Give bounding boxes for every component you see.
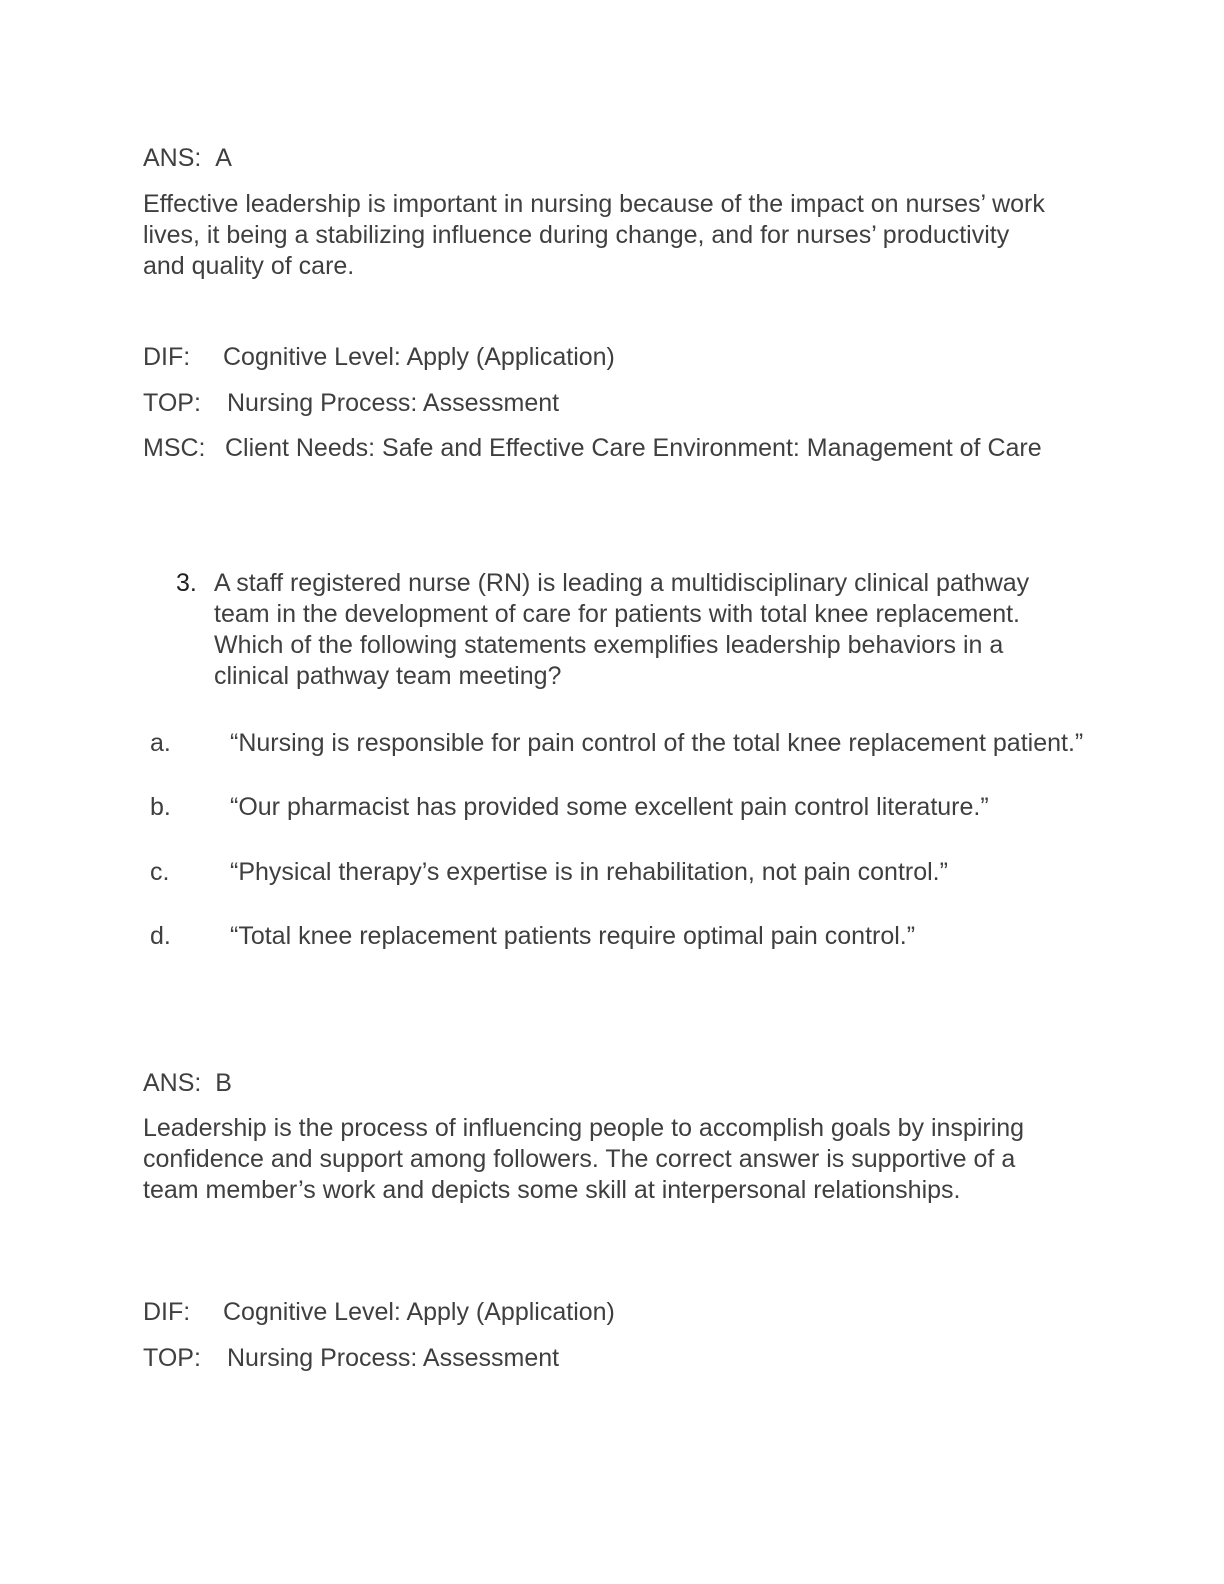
option-text: “Nursing is responsible for pain control of the total knee replacement patient.” <box>230 729 1084 757</box>
topic-label: TOP: <box>143 389 201 417</box>
option-letter: a. <box>150 729 171 757</box>
option-b <box>150 792 989 823</box>
option-c <box>150 857 948 888</box>
option-d <box>150 921 915 952</box>
answer-line <box>143 143 232 174</box>
rationale-text: Leadership is the process of influencing people to accomplish goals by inspiring confidence and support among followers. The correct answer is supportive of a team member’s work and depicts some skill at interpersonal relationships. <box>143 1114 1025 1204</box>
answer-value: B <box>215 1069 232 1097</box>
option-text: “Our pharmacist has provided some excellent pain control literature.” <box>230 793 989 821</box>
difficulty-label: DIF: <box>143 1298 191 1326</box>
answer-label: ANS: <box>143 1069 202 1097</box>
answer-value: A <box>215 144 232 172</box>
topic-label: TOP: <box>143 1344 201 1372</box>
difficulty-value: Cognitive Level: Apply (Application) <box>223 1298 615 1326</box>
option-letter: d. <box>150 922 171 950</box>
client-needs-label: MSC: <box>143 434 206 462</box>
difficulty-line <box>143 342 615 373</box>
answer-line <box>143 1068 232 1099</box>
topic-line <box>143 1343 559 1374</box>
difficulty-line <box>143 1297 615 1328</box>
topic-value: Nursing Process: Assessment <box>227 389 560 417</box>
answer-label: ANS: <box>143 144 202 172</box>
option-letter: c. <box>150 858 170 886</box>
option-text: “Total knee replacement patients require optimal pain control.” <box>230 922 916 950</box>
client-needs-line <box>143 433 1043 464</box>
option-letter: b. <box>150 793 171 821</box>
difficulty-label: DIF: <box>143 343 191 371</box>
topic-line <box>143 388 559 419</box>
question-number: 3. <box>176 569 197 597</box>
option-a <box>150 728 1083 759</box>
question-text: A staff registered nurse (RN) is leading a multidisciplinary clinical pathway team in the development of care for patients with total knee replacement. Which of the following statements exemplifies leadership behaviors in a clinical pathway team meeting? <box>214 569 1030 690</box>
topic-value: Nursing Process: Assessment <box>227 1344 560 1372</box>
option-text: “Physical therapy’s expertise is in rehabilitation, not pain control.” <box>230 858 948 886</box>
difficulty-value: Cognitive Level: Apply (Application) <box>223 343 615 371</box>
client-needs-value: Client Needs: Safe and Effective Care Environment: Management of Care <box>225 434 1042 462</box>
rationale-text: Effective leadership is important in nursing because of the impact on nurses’ work lives, it being a stabilizing influence during change, and for nurses’ productivity and quality of care. <box>143 190 1045 280</box>
